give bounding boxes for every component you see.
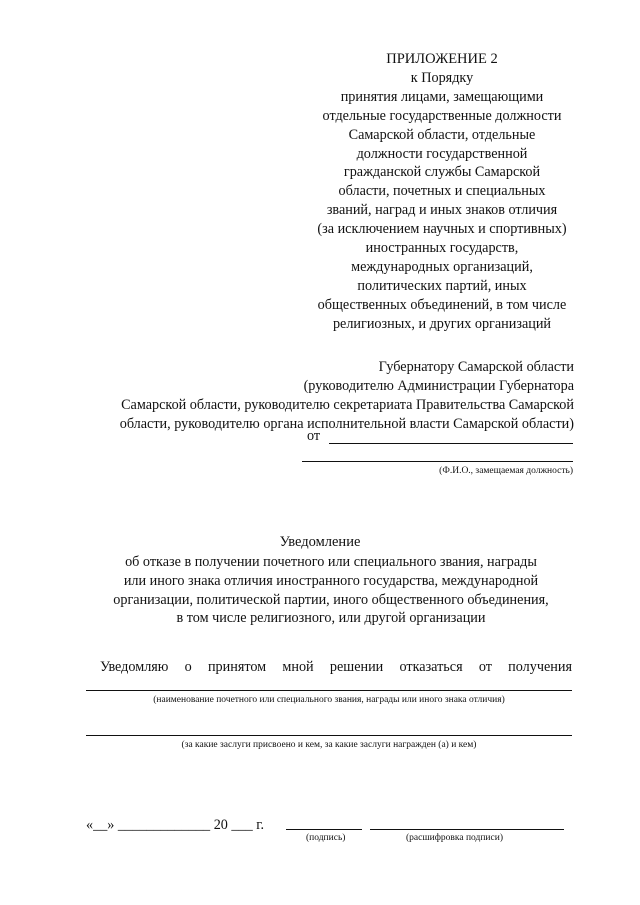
notify-statement: Уведомляю о принятом мной решении отказаться от получения [100, 659, 572, 675]
notice-body [96, 553, 566, 628]
date-signature-row [86, 817, 264, 834]
addressee-line: (руководителю Администрации Губернатора [303, 378, 574, 394]
from-field[interactable] [307, 428, 573, 448]
appendix-title: ПРИЛОЖЕНИЕ 2 [386, 51, 498, 67]
fio-caption: (Ф.И.О., замещаемая должность) [439, 466, 573, 476]
signature-label: (подпись) [306, 833, 346, 843]
day-blank[interactable]: __ [93, 817, 108, 833]
notice-line: организации, политической партии, иного общественного объединения, [113, 591, 549, 608]
appendix-line: общественных объединений, в том числе [317, 296, 567, 313]
appendix-line: иностранных государств, [365, 240, 519, 257]
appendix-line: гражданской службы Самарской [343, 164, 541, 181]
appendix-block [292, 50, 592, 334]
addressee-line: Губернатору Самарской области [378, 359, 574, 375]
merit-blank-line[interactable] [86, 735, 572, 736]
addressee-line: области, руководителю органа исполнительной власти Самарской области) [119, 416, 574, 432]
appendix-line: принятия лицами, замещающими [340, 88, 544, 105]
year-blank[interactable]: ___ [231, 817, 253, 833]
open-quote: « [86, 817, 94, 833]
notice-line: об отказе в получении почетного или специального звания, награды [125, 554, 537, 570]
award-caption: (наименование почетного или специального звания, награды или иного знака отличия) [153, 695, 505, 705]
from-blank-line [329, 443, 573, 444]
merit-caption: (за какие заслуги присвоено и кем, за какие заслуги награжден (а) и кем) [181, 740, 477, 750]
from-label: от [307, 428, 321, 444]
appendix-line: Самарской области, отдельные [348, 126, 536, 143]
signature-decoding-blank-line[interactable] [370, 829, 564, 830]
award-blank-line[interactable] [86, 690, 572, 691]
notice-title: Уведомление [279, 534, 361, 550]
year-prefix: 20 [213, 817, 228, 833]
signature-decoding-label: (расшифровка подписи) [406, 833, 503, 843]
addressee-block [84, 358, 574, 434]
appendix-line: (за исключением научных и спортивных) [317, 221, 567, 238]
addressee-line: Самарской области, руководителю секретариата Правительства Самарской [121, 397, 574, 413]
notice-line: в том числе религиозного, или другой организации [176, 610, 486, 627]
appendix-line: должности государственной [356, 145, 528, 162]
appendix-line: к Порядку [410, 69, 474, 86]
appendix-line: политических партий, иных [357, 277, 527, 294]
fio-blank-line[interactable] [302, 461, 573, 462]
notice-line: или иного знака отличия иностранного государства, международной [123, 572, 539, 589]
appendix-line: званий, наград и иных знаков отличия [326, 202, 558, 219]
appendix-line: международных организаций, [351, 258, 533, 275]
year-suffix: г. [256, 817, 265, 833]
appendix-line: области, почетных и специальных [338, 183, 546, 200]
close-quote: » [107, 817, 115, 833]
signature-blank-line[interactable] [286, 829, 362, 830]
month-blank[interactable]: _____________ [117, 817, 211, 833]
appendix-line: отдельные государственные должности [322, 107, 562, 124]
appendix-line: религиозных, и других организаций [332, 315, 552, 332]
